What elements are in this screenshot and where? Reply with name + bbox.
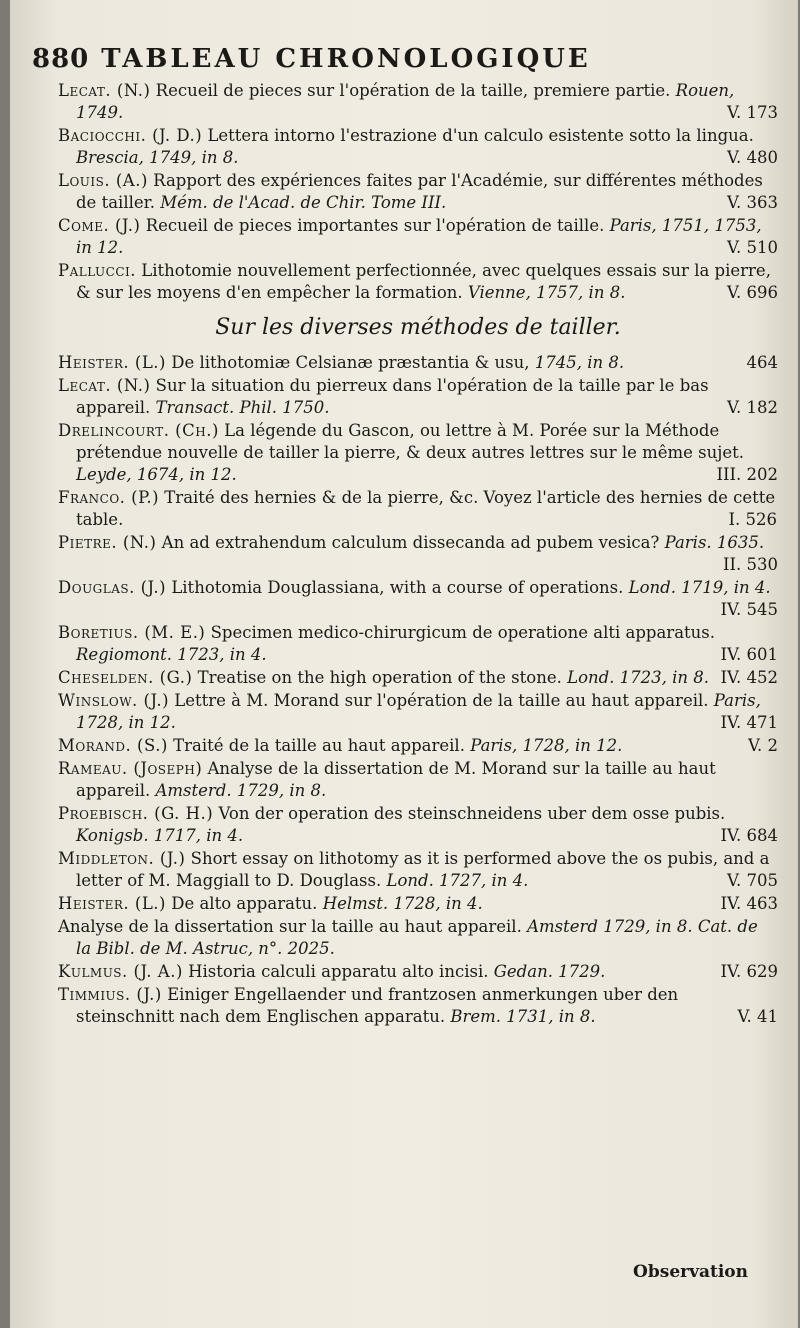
entry-imprint: Leyde, 1674, in 12. [76, 465, 237, 484]
entry-title: Rapport des expériences faites par l'Académie, sur différentes méthodes de tailler. [76, 171, 763, 212]
entry-volume-ref: V. 480 [726, 148, 778, 167]
entry-author: Come. (J.) [58, 216, 141, 235]
entry-title: De lithotomiæ Celsianæ præstantia & usu, [171, 353, 530, 372]
entry-imprint: 1745, in 8. [534, 353, 625, 372]
entry-volume-ref: 464 [746, 353, 778, 372]
entry-imprint: Paris, 1751, 1753, in 12. [76, 216, 762, 257]
entry-title: Lithotomia Douglassiana, with a course of operations. [171, 578, 624, 597]
section-heading: Sur les diverses méthodes de tailler. [215, 315, 621, 340]
entry-author: Lecat. (N.) [58, 81, 151, 100]
bibliography-entry [58, 532, 778, 576]
entry-imprint: Helmst. 1728, in 4. [322, 894, 483, 913]
bibliography-entry [58, 735, 778, 757]
bibliography-entry [58, 667, 778, 689]
entry-imprint: Rouen, 1749. [76, 81, 735, 122]
bibliography-entry [58, 80, 778, 124]
bibliography-entry [58, 420, 778, 486]
entry-volume-ref: IV. 684 [720, 826, 778, 845]
bibliography-entry [58, 893, 778, 915]
entry-title: Lettre à M. Morand sur l'opération de la taille au haut appareil. [174, 691, 709, 710]
entry-title: Lettera intorno l'estrazione d'un calculo esistente sotto la lingua. [207, 126, 754, 145]
entry-volume-ref: IV. 629 [720, 962, 778, 981]
entry-volume-ref: V. 182 [726, 398, 778, 417]
bibliography-entry [58, 170, 778, 214]
bibliography-entry [58, 352, 778, 374]
entries-bottom [58, 352, 778, 1028]
entry-author: Boretius. (M. E.) [58, 623, 206, 642]
entry-imprint: Lond. 1723, in 8. [567, 668, 710, 687]
entry-author: Winslow. (J.) [58, 691, 170, 710]
entry-author: Kulmus. (J. A.) [58, 962, 183, 981]
entry-volume-ref: V. 510 [726, 238, 778, 257]
entry-title: De alto apparatu. [171, 894, 318, 913]
entry-title: Specimen medico-chirurgicum de operatione alti apparatus. [210, 623, 715, 642]
entry-volume-ref: V. 2 [747, 736, 778, 755]
entry-title: Einiger Engellaender und frantzosen anmerkungen uber den steinschnitt nach dem Englischen apparatu. [76, 985, 679, 1026]
entry-imprint: Amsterd 1729, in 8. Cat. de la Bibl. de M. Astruc, n°. 2025. [76, 917, 758, 958]
entry-title: An ad extrahendum calculum dissecanda ad pubem vesica? [161, 533, 660, 552]
bibliography-entry [58, 961, 778, 983]
bibliography-entry [58, 622, 778, 666]
entry-volume-ref: IV. 545 [720, 600, 778, 619]
running-title: TABLEAU CHRONOLOGIQUE [101, 44, 591, 74]
entry-author: Timmius. (J.) [58, 985, 162, 1004]
bibliography-entry [58, 690, 778, 734]
entry-author: Heister. (L.) [58, 894, 166, 913]
entry-author: Heister. (L.) [58, 353, 166, 372]
entry-title: Von der operation des steinschneidens uber dem osse pubis. [218, 804, 726, 823]
entry-volume-ref: IV. 452 [720, 668, 778, 687]
entry-title: Analyse de la dissertation de M. Morand sur la taille au haut appareil. [76, 759, 716, 800]
bibliography-entry [58, 577, 778, 621]
page-number: 880 [32, 44, 90, 74]
bibliography-entry [58, 984, 778, 1028]
entry-volume-ref: V. 173 [726, 103, 778, 122]
entry-imprint: Regiomont. 1723, in 4. [76, 645, 267, 664]
entry-volume-ref: I. 526 [728, 510, 778, 529]
entry-imprint: Konigsb. 1717, in 4. [76, 826, 244, 845]
entry-volume-ref: IV. 463 [720, 894, 778, 913]
entry-imprint: Lond. 1719, in 4. [628, 578, 771, 597]
entry-volume-ref: V. 705 [726, 871, 778, 890]
entry-author: Lecat. (N.) [58, 376, 151, 395]
entry-volume-ref: V. 363 [726, 193, 778, 212]
entry-author: Proebisch. (G. H.) [58, 804, 214, 823]
entry-title: Treatise on the high operation of the stone. [197, 668, 562, 687]
entry-author: Middleton. (J.) [58, 849, 186, 868]
entry-author: Drelincourt. (Ch.) [58, 421, 219, 440]
entry-volume-ref: III. 202 [716, 465, 778, 484]
entry-volume-ref: IV. 471 [720, 713, 778, 732]
entry-title: Traité des hernies & de la pierre, &c. Voyez l'article des hernies de cette table. [76, 488, 776, 529]
entry-author: Morand. (S.) [58, 736, 168, 755]
entry-title: Recueil de pieces sur l'opération de la taille, premiere partie. [155, 81, 671, 100]
bibliography-entry [58, 215, 778, 259]
page-header [32, 44, 768, 80]
entry-imprint: Mém. de l'Acad. de Chir. Tome III. [160, 193, 447, 212]
entries-top [58, 80, 778, 304]
entry-author: Douglas. (J.) [58, 578, 167, 597]
entry-volume-ref: V. 696 [726, 283, 778, 302]
entry-author: Baciocchi. (J. D.) [58, 126, 203, 145]
entry-title: Analyse de la dissertation sur la taille au haut appareil. [58, 917, 522, 936]
entry-author: Pietre. (N.) [58, 533, 157, 552]
bibliography-entry [58, 375, 778, 419]
bibliography-list [58, 80, 778, 1028]
bibliography-entry [58, 125, 778, 169]
entry-imprint: Transact. Phil. 1750. [155, 398, 330, 417]
bibliography-entry [58, 758, 778, 802]
entry-imprint: Paris, 1728, in 12. [76, 691, 761, 732]
bibliography-entry [58, 848, 778, 892]
bibliography-entry [58, 487, 778, 531]
entry-imprint: Paris, 1728, in 12. [470, 736, 623, 755]
entry-imprint: Brescia, 1749, in 8. [76, 148, 239, 167]
entry-imprint: Amsterd. 1729, in 8. [155, 781, 327, 800]
entry-imprint: Lond. 1727, in 4. [386, 871, 529, 890]
catch-word: Observation [633, 1262, 748, 1282]
bibliography-entry [58, 260, 778, 304]
entry-imprint: Brem. 1731, in 8. [450, 1007, 596, 1026]
entry-author: Cheselden. (G.) [58, 668, 193, 687]
entry-title: Traité de la taille au haut appareil. [173, 736, 465, 755]
bibliography-entry [58, 803, 778, 847]
entry-author: Franco. (P.) [58, 488, 160, 507]
entry-volume-ref: II. 530 [722, 555, 778, 574]
entry-author: Rameau. (Joseph) [58, 759, 203, 778]
bibliography-entry [58, 916, 778, 960]
entry-imprint: Gedan. 1729. [493, 962, 606, 981]
entry-title: Sur la situation du pierreux dans l'opération de la taille par le bas appareil. [76, 376, 709, 417]
entry-author: Pallucci. [58, 261, 137, 280]
entry-title: Historia calculi apparatu alto incisi. [188, 962, 489, 981]
book-page [10, 0, 798, 1328]
entry-imprint: Paris. 1635. [664, 533, 765, 552]
entry-title: Short essay on lithotomy as it is performed above the os pubis, and a letter of M. Maggiall to D. Douglass. [76, 849, 770, 890]
entry-imprint: Vienne, 1757, in 8. [467, 283, 626, 302]
entry-author: Louis. (A.) [58, 171, 148, 190]
entry-volume-ref: V. 41 [737, 1007, 778, 1026]
entry-title: Recueil de pieces importantes sur l'opération de taille. [145, 216, 605, 235]
entry-title: La légende du Gascon, ou lettre à M. Porée sur la Méthode prétendue nouvelle de tailler la pierre, & deux autres lettres sur le même sujet. [76, 421, 745, 462]
entry-title: Lithotomie nouvellement perfectionnée, avec quelques essais sur la pierre, & sur les moyens d'en empêcher la formation. [76, 261, 771, 302]
entry-volume-ref: IV. 601 [720, 645, 778, 664]
